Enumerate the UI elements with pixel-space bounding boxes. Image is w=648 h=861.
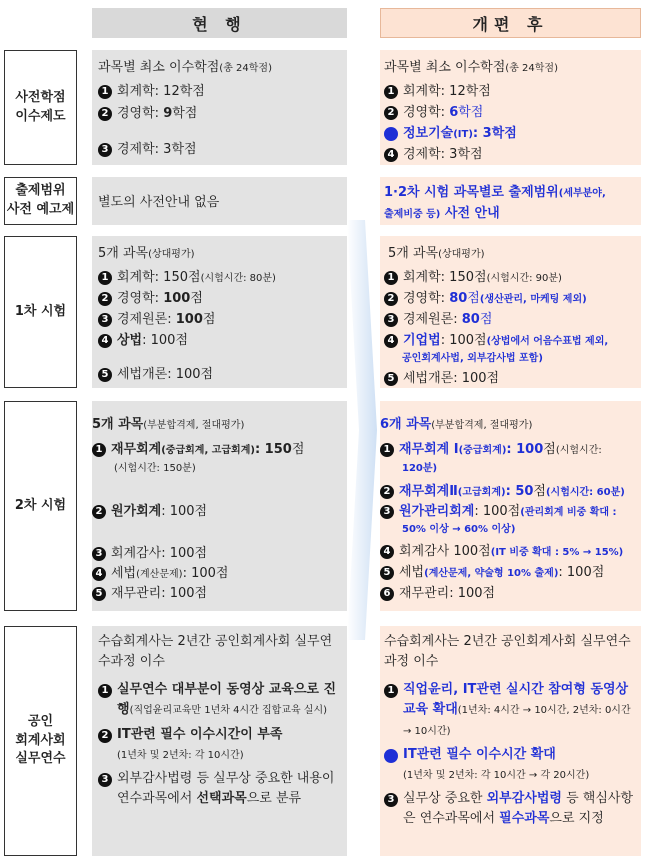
first-exam-current-title: 5개 과목(상대평가) (98, 246, 195, 261)
second-exam-current-cell (92, 401, 347, 611)
list-item: 4 기업법: 100점(상법에서 어음수표법 제외, (380, 329, 641, 348)
training-current-intro: 수습회계사는 2년간 공인회계사회 실무연수과정 이수 (98, 634, 333, 670)
prereq-current-title: 과목별 최소 이수학점(총 24학점) (98, 60, 272, 75)
row-label-scope-notice: 출제범위 사전 예고제 (4, 177, 77, 225)
training-revised-cell (380, 626, 641, 856)
training-revised-intro: 수습회계사는 2년간 공인회계사회 실무연수과정 이수 (384, 634, 631, 670)
row-label-second-exam: 2차 시험 (4, 401, 77, 611)
list-item: 1 회계학: 150점(시험시간: 80분) (92, 266, 347, 285)
first-exam-revised-title: 5개 과목(상대평가) (388, 246, 485, 261)
list-item: 1 재무회계 Ⅰ(중급회계): 100점(시험시간: (380, 438, 641, 457)
prereq-revised-cell (380, 50, 641, 165)
list-item: 2 경영학: 9학점 (92, 102, 347, 121)
list-item: 2 재무회계Ⅱ(고급회계): 50점(시험시간: 60분) (380, 480, 641, 499)
list-item: 1 직업윤리, IT관련 실시간 참여형 동영상 교육 확대(1년차: 4시간 → 10시간, 2년차: 0시간 → 10시간) (384, 680, 637, 740)
list-item: 3 실무상 중요한 외부감사법령 등 핵심사항은 연수과목에서 필수과목으로 지정 (384, 789, 637, 829)
list-item: 1 회계학: 12학점 (380, 80, 641, 99)
list-item: 50% 이상 → 60% 이상) (402, 524, 516, 535)
prereq-current-cell (92, 50, 347, 165)
list-item: 2 원가회계: 100점 (92, 500, 347, 519)
list-item: 3 외부감사법령 등 실무상 중요한 내용이 연수과목에서 선택과목으로 분류 (98, 769, 341, 809)
first-exam-current-cell (92, 236, 347, 388)
row-label-practical-training: 공인 회계사회 실무연수 (4, 626, 77, 856)
transition-arrow (345, 220, 385, 640)
list-item: 4 상법: 100점 (92, 329, 347, 348)
list-item: 2 경영학: 80점(생산관리, 마케팅 제외) (380, 287, 641, 306)
list-item: 2 경영학: 100점 (92, 287, 347, 306)
list-item: 3 정보기술(IT): 3학점 (380, 122, 641, 141)
list-item: 5 세법개론: 100점 (92, 363, 347, 382)
list-item: 5 세법개론: 100점 (380, 367, 641, 386)
revised-column-header: 개편 후 (380, 8, 641, 38)
list-item: 4 세법(계산문제): 100점 (92, 562, 347, 581)
current-column-header: 현 행 (92, 8, 347, 38)
list-item: 6 재무관리: 100점 (380, 582, 641, 601)
list-item: (시험시간: 150분) (114, 463, 196, 474)
second-exam-revised-title: 6개 과목(부분합격제, 절대평가) (380, 417, 533, 432)
row-label-prerequisite: 사전학점 이수제도 (4, 50, 77, 165)
list-item: 4 경제학: 3학점 (380, 143, 641, 162)
list-item: 3 회계감사: 100점 (92, 542, 347, 561)
list-item: 5 세법(계산문제, 약술형 10% 출제): 100점 (380, 561, 641, 580)
list-item: 2 IT관련 필수 이수시간 확대 (1년차 및 2년차: 각 10시간 → 각 20시간) (384, 745, 637, 785)
list-item: 공인회계사법, 외부감사법 포함) (402, 353, 543, 364)
scope-current-text: 별도의 사전안내 없음 (98, 195, 220, 210)
scope-revised-cell (380, 177, 641, 225)
scope-revised-line2: 출제비중 등) 사전 안내 (384, 206, 500, 221)
list-item: 1 재무회계(중급회계, 고급회계): 150점 (92, 438, 347, 457)
scope-current-cell (92, 177, 347, 225)
list-item: 3 경제원론: 100점 (92, 308, 347, 327)
second-exam-current-title: 5개 과목(부분합격제, 절대평가) (92, 417, 245, 432)
list-item: 120분) (402, 463, 438, 474)
list-item: 5 재무관리: 100점 (92, 582, 347, 601)
list-item: 3 경제원론: 80점 (380, 308, 641, 327)
scope-revised-line1: 1·2차 시험 과목별로 출제범위(세부분야, (384, 185, 606, 200)
list-item: 4 회계감사 100점(IT 비중 확대 : 5% → 15%) (380, 540, 641, 559)
list-item: 2 경영학: 6학점 (380, 101, 641, 120)
list-item: 3 원가관리회계: 100점(관리회계 비중 확대 : (380, 500, 641, 519)
list-item: 1 회계학: 150점(시험시간: 90분) (380, 266, 641, 285)
prereq-revised-title: 과목별 최소 이수학점(총 24학점) (384, 60, 558, 75)
list-item: 1 회계학: 12학점 (92, 80, 347, 99)
row-label-first-exam: 1차 시험 (4, 236, 77, 388)
training-current-cell (92, 626, 347, 856)
list-item: 1 실무연수 대부분이 동영상 교육으로 진행(직업윤리교육만 1년차 4시간 집합교육 실시) (98, 680, 341, 720)
second-exam-revised-cell (380, 401, 641, 611)
first-exam-revised-cell (380, 236, 641, 388)
list-item: 2 IT관련 필수 이수시간이 부족 (1년차 및 2년차: 각 10시간) (98, 725, 341, 765)
list-item: 3 경제학: 3학점 (92, 138, 347, 157)
